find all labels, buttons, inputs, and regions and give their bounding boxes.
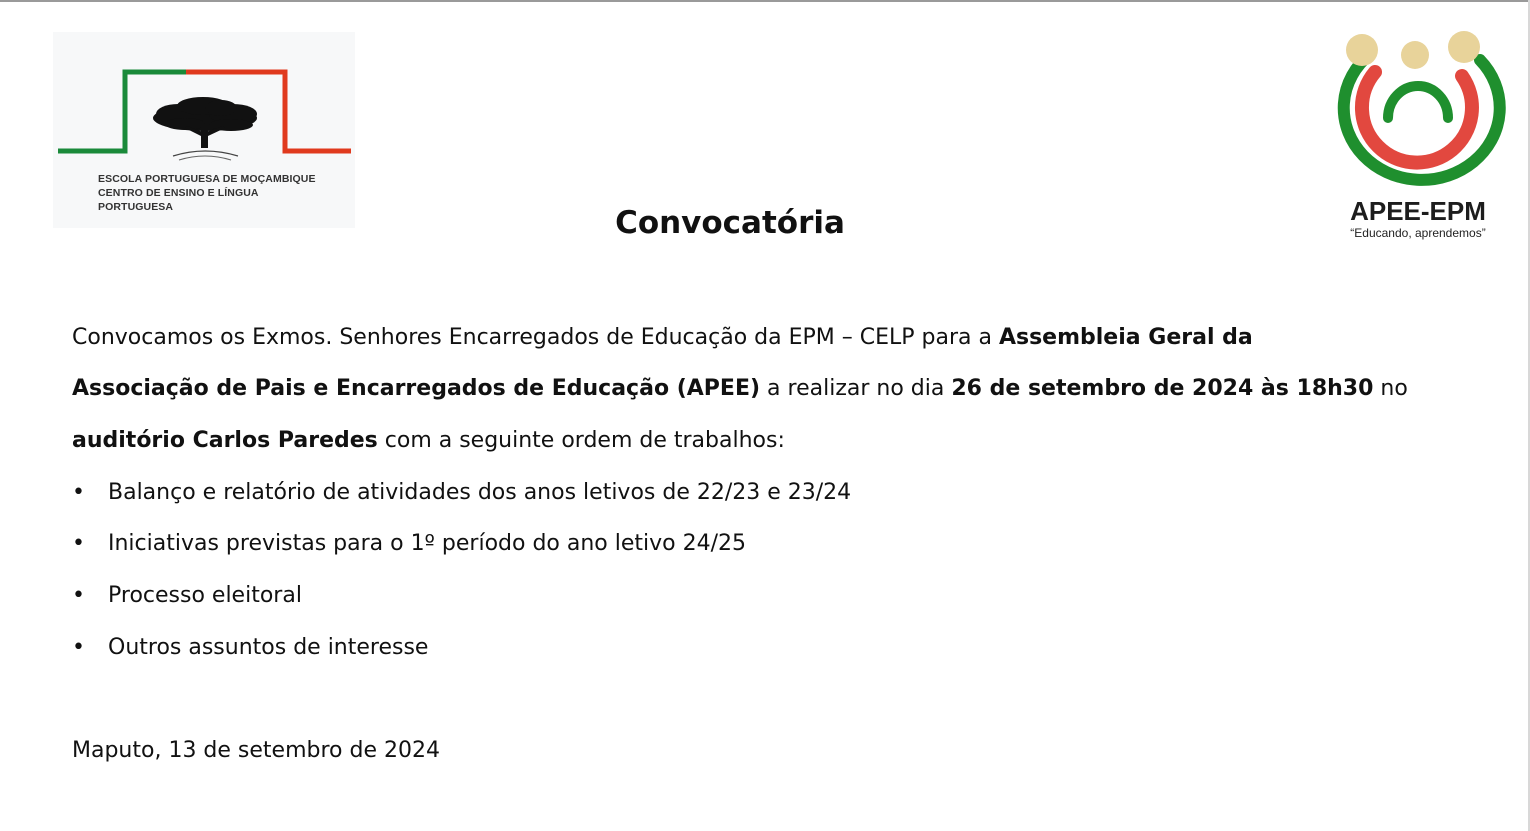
bullet-icon: • xyxy=(72,583,85,608)
place-date: Maputo, 13 de setembro de 2024 xyxy=(72,738,440,763)
school-subtitle: CENTRO DE ENSINO E LÍNGUA PORTUGUESA xyxy=(98,187,259,213)
bullet-icon: • xyxy=(72,635,85,660)
association-name: Associação de Pais e Encarregados de Educação (APEE) xyxy=(72,376,761,401)
bullet-icon: • xyxy=(72,531,85,556)
school-logo xyxy=(53,32,355,228)
assembly-name: Assembleia Geral da xyxy=(998,325,1253,350)
meeting-venue: auditório Carlos Paredes xyxy=(72,428,378,453)
apee-logo xyxy=(1330,26,1506,246)
apee-name: APEE-EPM xyxy=(1350,196,1486,226)
apee-motto: “Educando, aprendemos” xyxy=(1350,226,1486,240)
bullet-icon: • xyxy=(72,480,85,505)
agenda-item-text: Iniciativas previstas para o 1º período do ano letivo 24/25 xyxy=(108,531,747,556)
paragraph-line-2 xyxy=(72,374,1452,404)
apee-emblem-icon xyxy=(1330,26,1506,196)
paragraph-text: no xyxy=(1373,376,1408,401)
top-border xyxy=(0,0,1530,2)
paragraph-line-3 xyxy=(72,426,1452,456)
school-name: ESCOLA PORTUGUESA DE MOÇAMBIQUE xyxy=(98,173,316,185)
paragraph-line-1 xyxy=(72,323,1452,353)
paragraph-text: com a seguinte ordem de trabalhos: xyxy=(377,428,785,453)
agenda-item-text: Balanço e relatório de atividades dos anos letivos de 22/23 e 23/24 xyxy=(108,480,852,505)
tree-icon xyxy=(153,97,257,148)
document-title: Convocatória xyxy=(615,205,845,241)
paragraph-text: Convocamos os Exmos. Senhores Encarregados de Educação da EPM – CELP para a xyxy=(72,325,999,350)
agenda-item-text: Outros assuntos de interesse xyxy=(108,635,429,660)
agenda-item-text: Processo eleitoral xyxy=(108,583,302,608)
meeting-datetime: 26 de setembro de 2024 às 18h30 xyxy=(951,376,1374,401)
paragraph-text: a realizar no dia xyxy=(760,376,952,401)
